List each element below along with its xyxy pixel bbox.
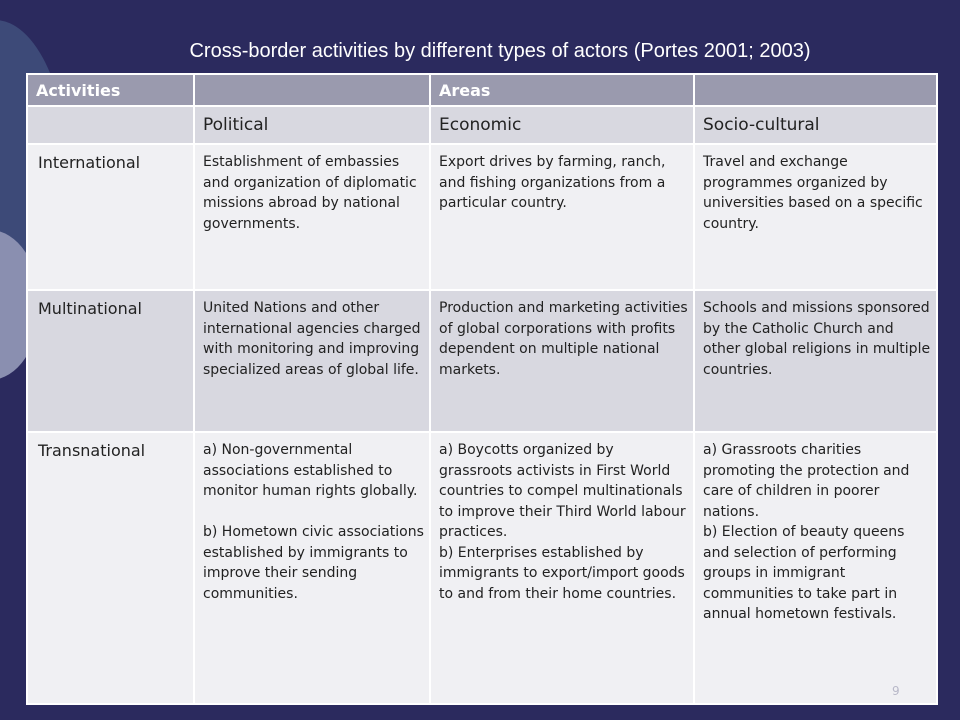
slide-title: Cross-border activities by different types of actors (Portes 2001; 2003) xyxy=(189,40,811,62)
table-row xyxy=(27,290,937,432)
cell-international-economic: Export drives by farming, ranch, and fishing organizations from a particular country. xyxy=(430,144,694,290)
cell-transnational-socio-cultural: a) Grassroots charities promoting the protection and care of children in poorer nations. b) Election of beauty queens and selection of performing groups in immigrant communities to take part in annual hometown festivals. xyxy=(694,432,937,704)
column-header-political: Political xyxy=(194,106,430,144)
header-activities: Activities xyxy=(27,74,194,106)
cell-transnational-political: a) Non-governmental associations established to monitor human rights globally. b) Hometown civic associations established by immigrants to improve their sending communities. xyxy=(194,432,430,704)
column-header-empty xyxy=(27,106,194,144)
cell-multinational-economic: Production and marketing activities of global corporations with profits dependent on multiple national markets. xyxy=(430,290,694,432)
cell-international-political: Establishment of embassies and organization of diplomatic missions abroad by national governments. xyxy=(194,144,430,290)
header-empty xyxy=(194,74,430,106)
column-header-socio-cultural: Socio-cultural xyxy=(694,106,937,144)
table-header-row xyxy=(27,74,937,106)
cell-multinational-socio-cultural: Schools and missions sponsored by the Catholic Church and other global religions in multiple countries. xyxy=(694,290,937,432)
slide-number: 9 xyxy=(892,684,900,698)
table-row xyxy=(27,432,937,704)
column-header-economic: Economic xyxy=(430,106,694,144)
row-label-international: International xyxy=(27,144,194,290)
activities-table xyxy=(26,73,938,705)
cell-multinational-political: United Nations and other international agencies charged with monitoring and improving specialized areas of global life. xyxy=(194,290,430,432)
row-label-transnational: Transnational xyxy=(27,432,194,704)
table-row xyxy=(27,144,937,290)
table-subheader-row xyxy=(27,106,937,144)
row-label-multinational: Multinational xyxy=(27,290,194,432)
header-empty-2 xyxy=(694,74,937,106)
cell-transnational-economic: a) Boycotts organized by grassroots activists in First World countries to compel multinationals to improve their Third World labour practices. b) Enterprises established by immigrants to export/import goods to and from their home countries. xyxy=(430,432,694,704)
header-areas: Areas xyxy=(430,74,694,106)
cell-international-socio-cultural: Travel and exchange programmes organized by universities based on a specific country. xyxy=(694,144,937,290)
